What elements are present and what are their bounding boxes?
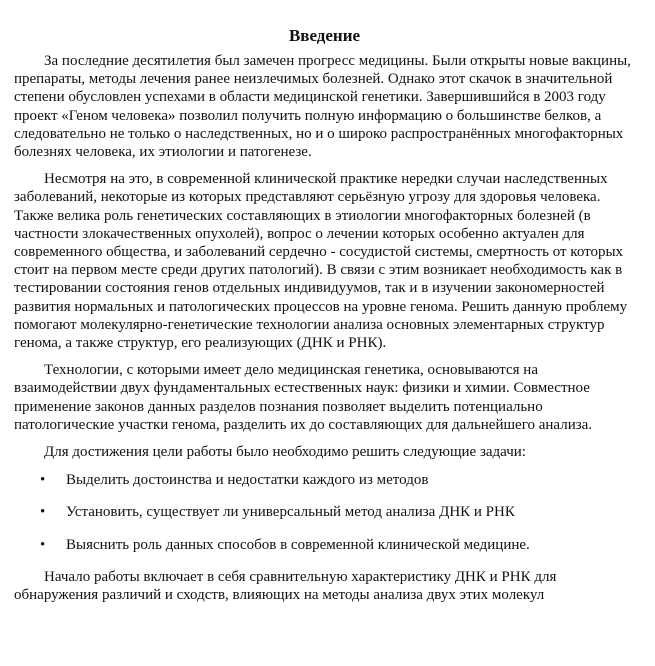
list-item bbox=[14, 503, 635, 521]
bullet-icon: • bbox=[40, 536, 46, 553]
paragraph-technologies: Технологии, с которыми имеет дело медицинская генетика, основываются на взаимодействии двух фундаментальных естественных наук: физики и химии. Совместное применение законов данных разделов познания позволяет выделить потенциально патологические участки генома, разделить их до составляющих для дальнейшего анализа. bbox=[14, 362, 593, 433]
paragraph-clinical-practice: Несмотря на это, в современной клинической практике нередки случаи наследственных заболеваний, некоторые из которых представляют серьёзную угрозу для здоровья человека. Также велика роль генетических составляющих в этиологии многофакторных болезней (в частности злокачественных опухолей), вопрос о лечении которых особенно актуален для современного общества, и заболеваний сердечно - сосудистой системы, смертность от которых стоит на первом месте среди других патологий). В связи с этим возникает необходимость как в тестировании состояния генов отдельных индивидуумов, так и в изучении закономерностей развития нормальных и патологических процессов на уровне генома. Решить данную проблему помогают молекулярно-генетические технологии анализа основных элементарных структур генома, а также структур, его реализующих (ДНК и РНК). bbox=[14, 171, 628, 352]
bullet-icon: • bbox=[40, 472, 46, 489]
paragraph-intro: За последние десятилетия был замечен прогресс медицины. Были открыты новые вакцины, препараты, методы лечения ранее неизлечимых болезней. Однако этот скачок в значительной степени обусловлен успехами в области медицинской генетики. Завершившийся в 2003 году проект «Геном человека» позволил получить полную информацию о большинстве белков, а следовательно не только о наследственных, но и о широко распространённых многофакторных болезнях человека, их этиологии и патогенезе. bbox=[14, 53, 631, 161]
paragraph-tasks-intro: Для достижения цели работы было необходимо решить следующие задачи: bbox=[44, 444, 526, 461]
page-title: Введение bbox=[288, 26, 361, 45]
task-text: Выяснить роль данных способов в современной клинической медицине. bbox=[66, 536, 530, 553]
task-text: Установить, существует ли универсальный метод анализа ДНК и РНК bbox=[66, 504, 515, 521]
list-item bbox=[14, 536, 635, 554]
paragraph-closing: Начало работы включает в себя сравнительную характеристику ДНК и РНК для обнаружения различий и сходств, влияющих на методы анализа двух этих молекул bbox=[14, 568, 557, 604]
bullet-icon: • bbox=[40, 504, 46, 521]
task-list bbox=[14, 471, 635, 554]
task-text: Выделить достоинства и недостатки каждого из методов bbox=[66, 472, 429, 489]
list-item bbox=[14, 471, 635, 489]
